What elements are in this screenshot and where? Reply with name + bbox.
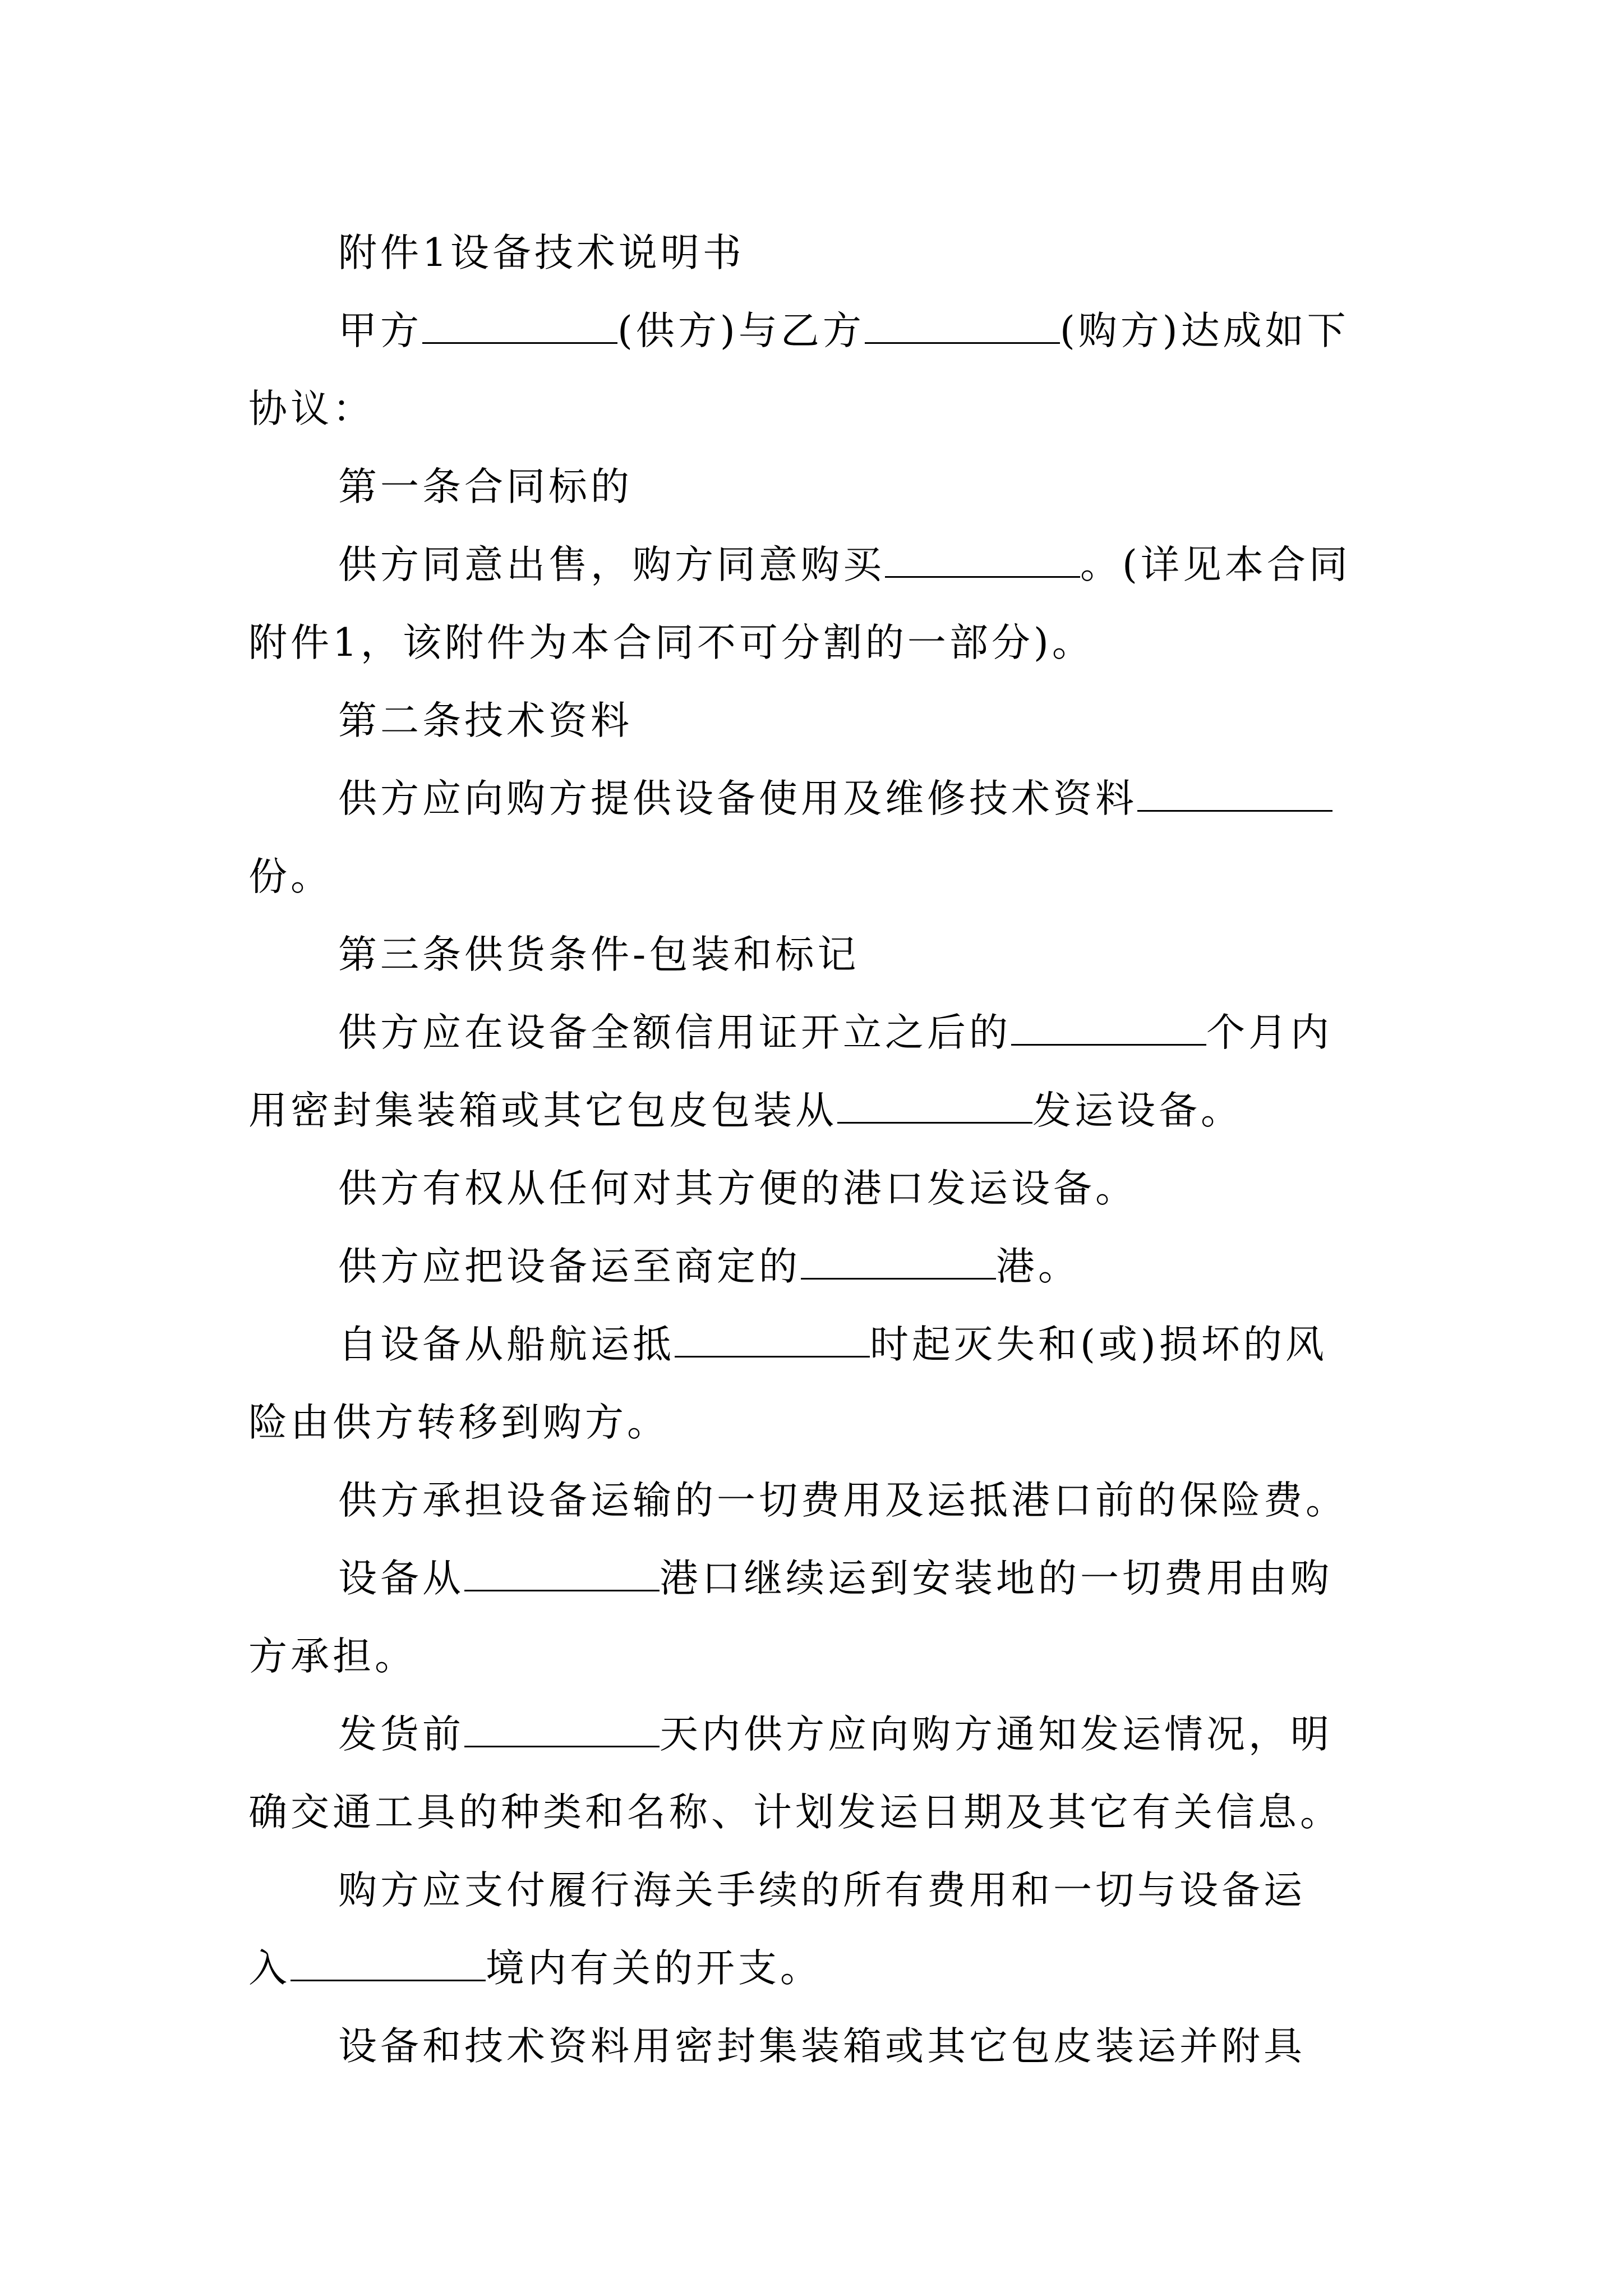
blank-line [837, 1091, 1032, 1124]
article-3-text: 供方应在设备全额信用证开立之后的 [338, 1010, 1011, 1055]
article-3-text: 设备和技术资料用密封集装箱或其它包皮装运并附具 [338, 2024, 1306, 2069]
article-3-p9 [248, 2008, 1376, 2086]
article-3-text: 确交通工具的种类和名称、计划发运日期及其它有关信息。 [248, 1790, 1342, 1835]
article-3-text: 天内供方应向购方通知发运情况，明 [660, 1712, 1332, 1757]
blank-line [422, 311, 617, 344]
article-3-text: 设备从 [338, 1556, 464, 1601]
article-3-text: 供方有权从任何对其方便的港口发运设备。 [338, 1166, 1137, 1211]
article-3-text: 时起灭失和(或)损坏的风 [870, 1322, 1327, 1367]
article-3-p8-line-1 [248, 1852, 1376, 1930]
article-3-p1-line-2 [248, 1072, 1376, 1150]
article-3-text: 供方承担设备运输的一切费用及运抵港口前的保险费。 [338, 1478, 1348, 1523]
article-2-line-2 [248, 838, 1376, 916]
intro-text-2: (供方)与乙方 [617, 309, 865, 353]
article-3-text: 境内有关的开支。 [486, 1946, 822, 1991]
article-3-text: 入 [248, 1946, 291, 1991]
article-3-text: 用密封集装箱或其它包皮包装从 [248, 1088, 837, 1133]
article-3-p7-line-1 [248, 1696, 1376, 1774]
blank-line [865, 311, 1060, 344]
blank-line [675, 1324, 870, 1358]
article-3-text: 港口继续运到安装地的一切费用由购 [660, 1556, 1332, 1601]
article-3-p5 [248, 1462, 1376, 1540]
blank-line [801, 1246, 996, 1280]
article-3-p4-line-1 [248, 1306, 1376, 1384]
article-2-title-text: 第二条技术资料 [338, 698, 633, 743]
article-3-p7-line-2 [248, 1774, 1376, 1852]
article-3-text: 发运设备。 [1032, 1088, 1243, 1133]
intro-text-1: 甲方 [338, 309, 422, 353]
intro-text-3: (购方)达成如下 [1059, 309, 1349, 353]
annex-title-text: 附件1设备技术说明书 [338, 231, 745, 275]
intro-line-2 [248, 370, 1376, 448]
article-3-text: 自设备从船航运抵 [338, 1322, 675, 1367]
blank-line [1137, 779, 1332, 812]
article-3-p3 [248, 1228, 1376, 1306]
article-3-text: 发货前 [338, 1712, 464, 1757]
article-3-text: 险由供方转移到购方。 [248, 1400, 669, 1445]
blank-line [885, 545, 1080, 578]
article-3-title-text: 第三条供货条件-包装和标记 [338, 932, 860, 977]
document-body [248, 214, 1376, 2086]
article-2-text-b: 份。 [248, 854, 333, 899]
intro-text-cont: 协议： [248, 386, 375, 431]
article-3-p2 [248, 1150, 1376, 1228]
article-1-line-2 [248, 604, 1376, 682]
article-1-line-1 [248, 526, 1376, 604]
blank-line [1011, 1013, 1206, 1046]
article-3-text: 购方应支付履行海关手续的所有费用和一切与设备运 [338, 1868, 1306, 1913]
blank-line [291, 1948, 486, 1981]
blank-line [464, 1558, 660, 1591]
blank-line [464, 1714, 660, 1747]
article-3-text: 供方应把设备运至商定的 [338, 1244, 801, 1289]
article-3-text: 港。 [996, 1244, 1080, 1289]
article-3-p1-line-1 [248, 994, 1376, 1072]
article-3-p4-line-2 [248, 1384, 1376, 1462]
article-2-line-1 [248, 760, 1376, 838]
article-3-p6-line-2 [248, 1618, 1376, 1696]
article-3-p8-line-2 [248, 1930, 1376, 2008]
annex-title [248, 214, 1376, 292]
article-3-title [248, 916, 1376, 994]
article-1-title-text: 第一条合同标的 [338, 464, 633, 509]
article-1-text-b: 。(详见本合同 [1080, 542, 1351, 587]
article-3-text: 方承担。 [248, 1634, 417, 1679]
article-1-text-a: 供方同意出售，购方同意购买 [338, 542, 885, 587]
article-2-text-a: 供方应向购方提供设备使用及维修技术资料 [338, 776, 1137, 821]
article-2-title [248, 682, 1376, 760]
article-3-p6-line-1 [248, 1540, 1376, 1618]
article-3-text: 个月内 [1206, 1010, 1332, 1055]
intro-line-1 [248, 292, 1376, 370]
article-1-title [248, 448, 1376, 526]
article-1-text-c: 附件1，该附件为本合同不可分割的一部分)。 [248, 620, 1094, 665]
